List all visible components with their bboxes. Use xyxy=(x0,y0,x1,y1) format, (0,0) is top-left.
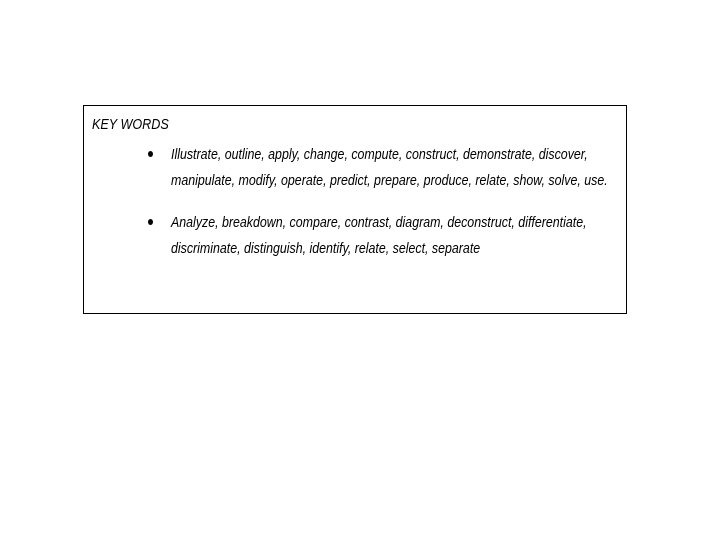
key-words-box xyxy=(83,105,627,314)
bullet-icon xyxy=(148,219,153,225)
bullet-icon xyxy=(148,151,153,157)
key-words-text-analyze: Analyze, breakdown, compare, contrast, diagram, deconstruct, differentiate, discriminate, distinguish, identify, relate, select, separate xyxy=(171,215,587,257)
key-words-item-analyze xyxy=(148,210,618,262)
key-words-heading: KEY WORDS xyxy=(92,116,169,133)
key-words-item-apply xyxy=(148,142,618,194)
key-words-text-apply: Illustrate, outline, apply, change, compute, construct, demonstrate, discover, manipulate, modify, operate, predict, prepare, produce, relate, show, solve, use. xyxy=(171,147,608,189)
key-words-list xyxy=(148,142,618,278)
